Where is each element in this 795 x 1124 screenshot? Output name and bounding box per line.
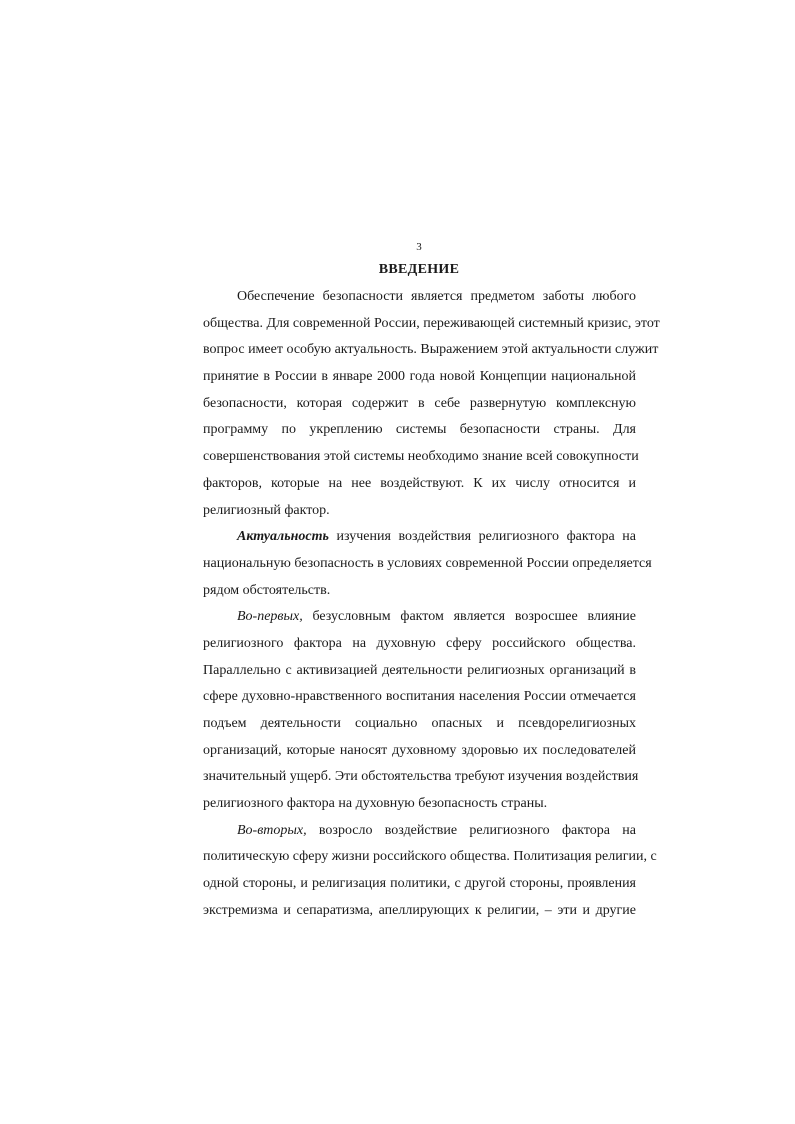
line-text: принятие в России в январе 2000 года новой Концепции национальной (203, 369, 636, 385)
text-line (203, 444, 639, 471)
text-line (203, 551, 652, 578)
line-text: политическую сферу жизни российского общества. Политизация религии, с (203, 849, 657, 865)
line-text: безопасности, которая содержит в себе развернутую комплексную (203, 395, 636, 411)
text-line (203, 417, 636, 444)
line-text: программу по укреплению системы безопасности страны. Для (203, 422, 636, 438)
line-text: возросло воздействие религиозного фактора на (306, 822, 636, 838)
line-text: религиозного фактора на духовную безопасность страны. (203, 796, 548, 812)
body-text (203, 284, 660, 925)
text-line (203, 284, 636, 311)
text-line (203, 738, 636, 765)
text-line (203, 898, 636, 925)
line-text: безусловным фактом является возросшее влияние (302, 609, 636, 625)
text-line (203, 337, 659, 364)
line-text: сфере духовно-нравственного воспитания населения России отмечается (203, 689, 636, 705)
text-line (203, 684, 636, 711)
line-text: подъем деятельности социально опасных и псевдорелигиозных (203, 716, 636, 731)
text-line (203, 391, 636, 418)
line-text: организаций, которые наносят духовному здоровью их последователей (203, 742, 636, 758)
text-line (203, 658, 636, 685)
section-heading: ВВЕДЕНИЕ (378, 262, 460, 277)
line-text: одной стороны, и религизация политики, с другой стороны, проявления (203, 876, 636, 892)
line-text: религиозного фактора на духовную сферу российского общества. (203, 635, 636, 651)
line-text: экстремизма и сепаратизма, апеллирующих к религии, – эти и другие (203, 902, 636, 918)
emphasis-term: Актуальность (237, 529, 329, 545)
text-line (203, 871, 636, 898)
line-text: рядом обстоятельств. (203, 582, 331, 598)
text-line (203, 578, 636, 605)
text-line (203, 818, 636, 845)
line-text: факторов, которые на нее воздействуют. К их числу относится и (203, 475, 636, 491)
text-line (203, 844, 657, 871)
line-text: общества. Для современной России, переживающей системный кризис, этот (203, 315, 660, 331)
text-line (203, 631, 636, 658)
text-line (203, 524, 636, 551)
line-text: религиозный фактор. (203, 502, 330, 518)
emphasis-term: Во-первых, (237, 609, 303, 625)
line-text: вопрос имеет особую актуальность. Выражением этой актуальности служит (203, 342, 659, 358)
line-text: значительный ущерб. Эти обстоятельства требуют изучения воздействия (203, 769, 639, 785)
line-text: Параллельно с активизацией деятельности религиозных организаций в (203, 662, 636, 678)
text-line (203, 471, 636, 498)
text-line (203, 498, 636, 525)
text-line (203, 364, 636, 391)
emphasis-term: Во-вторых, (237, 822, 307, 838)
text-line (203, 764, 639, 791)
text-line (203, 791, 636, 818)
line-text: Обеспечение безопасности является предметом заботы любого (237, 289, 636, 304)
line-text: совершенствования этой системы необходимо знание всей совокупности (203, 449, 639, 465)
text-line (203, 711, 636, 738)
line-text: изучения воздействия религиозного фактора на (328, 529, 636, 545)
page-number: 3 (416, 241, 422, 253)
line-text: национальную безопасность в условиях современной России определяется (203, 555, 652, 571)
text-line (203, 604, 636, 631)
text-line (203, 311, 660, 338)
